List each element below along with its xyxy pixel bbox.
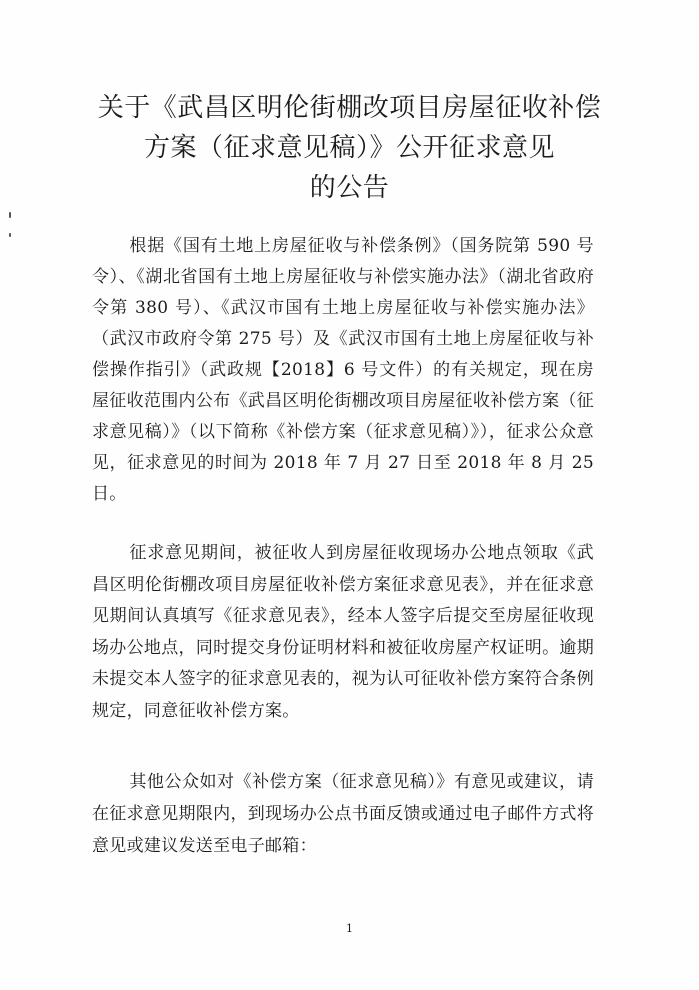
title-line-3: 的公告 — [309, 173, 390, 203]
title-line-2: 方案（征求意见稿）》公开征求意见 — [143, 133, 555, 163]
announcement-title — [60, 88, 639, 208]
page-number: 1 — [346, 922, 353, 935]
paragraph-public-feedback: 其他公众如对《补偿方案（征求意见稿）》有意见或建议，请在征求意见期限内，到现场办公点书面反馈或通过电子邮件方式将意见或建议发送至电子邮箱： — [92, 772, 594, 856]
title-line-1: 关于《武昌区明伦街棚改项目房屋征收补偿 — [97, 93, 602, 123]
paragraph-legal-basis: 根据《国有土地上房屋征收与补偿条例》（国务院第 590 号令）、《湖北省国有土地上房屋征收与补偿实施办法》（湖北省政府令第 380 号）、《武汉市国有土地上房屋征收与补偿实施办法》（武汉市政府令第 275 号）及《武汉市国有土地上房屋征收与补偿操作指引》（武政规【2018】6 号文件）的有关规定，现在房屋征收范围内公布《武昌区明伦街棚改项目房屋征收补偿方案（征求意见稿）》（以下简称《补偿方案（征求意见稿）》），征求公众意见，征求意见的时间为 2018 年 7 月 27 日至 2018 年 8 月 25 日。 — [92, 236, 594, 504]
scan-artifact-mark — [9, 233, 11, 237]
scan-artifact-mark — [9, 212, 11, 218]
paragraph-opinion-period: 征求意见期间，被征收人到房屋征收现场办公地点领取《武昌区明伦街棚改项目房屋征收补偿方案征求意见表》，并在征求意见期间认真填写《征求意见表》，经本人签字后提交至房屋征收现场办公地点，同时提交身份证明材料和被征收房屋产权证明。逾期未提交本人签字的征求意见表的，视为认可征收补偿方案符合条例规定，同意征收补偿方案。 — [92, 543, 594, 721]
